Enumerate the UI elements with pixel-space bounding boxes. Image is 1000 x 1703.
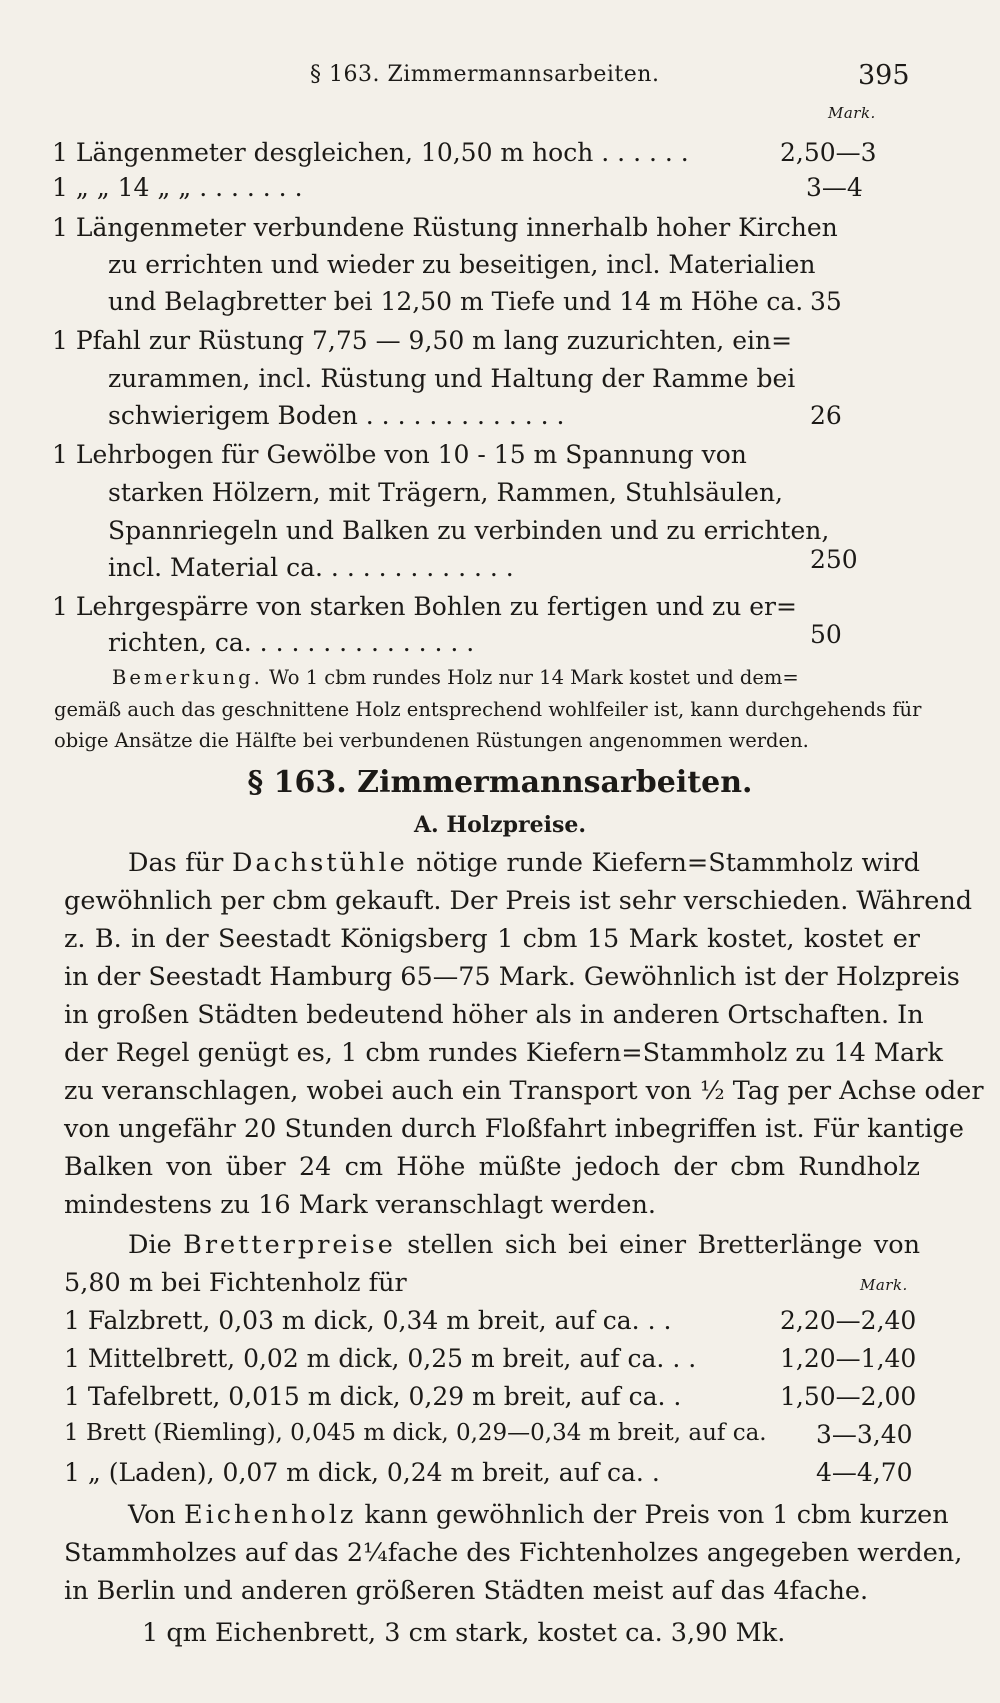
paragraph-line: Die Bretterpreise stellen sich bei einer Bretterlänge von [128, 1230, 921, 1260]
page-number: 395 [858, 60, 910, 91]
remark-text: gemäß auch das geschnittene Holz entsprechend wohlfeiler ist, kann durchgehends für [54, 698, 922, 721]
list-item-line: und Belagbretter bei 12,50 m Tiefe und 14 m Höhe ca. [108, 287, 804, 316]
remark-label: Bemerkung. [112, 666, 263, 689]
running-title: § 163. Zimmermannsarbeiten. [310, 62, 660, 87]
mark-column-label: Mark. [828, 104, 876, 122]
list-item-price: 2,20—2,40 [780, 1306, 917, 1335]
list-item-line: starken Hölzern, mit Trägern, Rammen, Stuhlsäulen, [108, 478, 783, 507]
list-item-price: 50 [810, 620, 842, 649]
list-item-line: 1 „ (Laden), 0,07 m dick, 0,24 m breit, auf ca. . [64, 1458, 660, 1487]
paragraph-line: in der Seestadt Hamburg 65—75 Mark. Gewöhnlich ist der Holzpreis [64, 962, 960, 992]
list-item-line: 1 Längenmeter verbundene Rüstung innerhalb hoher Kirchen [52, 213, 838, 242]
list-item-price: 35 [810, 287, 842, 316]
paragraph-line: der Regel genügt es, 1 cbm rundes Kiefern=Stammholz zu 14 Mark [64, 1038, 943, 1068]
paragraph-line: in Berlin und anderen größeren Städten meist auf das 4fache. [64, 1576, 869, 1606]
list-item-line: richten, ca. . . . . . . . . . . . . . . [108, 628, 475, 657]
paragraph-line: mindestens zu 16 Mark veranschlagt werden. [64, 1190, 656, 1220]
remark-text: obige Ansätze die Hälfte bei verbundenen Rüstungen angenommen werden. [54, 729, 809, 752]
paragraph-line: in großen Städten bedeutend höher als in anderen Ortschaften. In [64, 1000, 924, 1030]
paragraph-line: z. B. in der Seestadt Königsberg 1 cbm 15 Mark kostet, kostet er [64, 924, 920, 954]
list-item-line: 1 Mittelbrett, 0,02 m dick, 0,25 m breit, auf ca. . . [64, 1344, 697, 1373]
running-header [0, 62, 1000, 98]
paragraph-line: Balken von über 24 cm Höhe müßte jedoch der cbm Rundholz [64, 1152, 920, 1182]
emphasized-term: Dachstühle [231, 848, 408, 878]
mark-column-label: Mark. [860, 1276, 908, 1294]
paragraph-line: gewöhnlich per cbm gekauft. Der Preis ist sehr verschieden. Während [64, 886, 973, 916]
list-item-line: 1 Lehrbogen für Gewölbe von 10 - 15 m Spannung von [52, 440, 747, 469]
remark-text: Wo 1 cbm rundes Holz nur 14 Mark kostet und dem= [269, 666, 799, 689]
list-item-price: 2,50—3 [780, 138, 877, 167]
paragraph-line: 1 qm Eichenbrett, 3 cm stark, kostet ca. 3,90 Mk. [142, 1618, 786, 1648]
list-item-line: Spannriegeln und Balken zu verbinden und zu errichten, [108, 516, 830, 545]
paragraph-line: zu veranschlagen, wobei auch ein Transport von ½ Tag per Achse oder [64, 1076, 984, 1106]
list-item-line: 1 Brett (Riemling), 0,045 m dick, 0,29—0,34 m breit, auf ca. [64, 1420, 767, 1446]
list-item-line: incl. Material ca. . . . . . . . . . . . . [108, 553, 514, 582]
subsection-heading: A. Holzpreise. [413, 812, 587, 838]
list-item-price: 1,20—1,40 [780, 1344, 917, 1373]
list-item-price: 4—4,70 [816, 1458, 913, 1487]
list-item-line: 1 „ „ 14 „ „ . . . . . . . [52, 173, 303, 202]
list-item-price: 3—4 [806, 173, 863, 202]
list-item-line: 1 Pfahl zur Rüstung 7,75 — 9,50 m lang zuzurichten, ein= [52, 326, 793, 355]
list-item-price: 250 [810, 545, 858, 574]
list-item-line: 1 Lehrgespärre von starken Bohlen zu fertigen und zu er= [52, 592, 797, 621]
list-item-line: 1 Falzbrett, 0,03 m dick, 0,34 m breit, auf ca. . . [64, 1306, 672, 1335]
list-item-price: 26 [810, 401, 842, 430]
list-item-line: zu errichten und wieder zu beseitigen, incl. Materialien [108, 250, 816, 279]
paragraph-line: Das für Dachstühle nötige runde Kiefern=Stammholz wird [128, 848, 921, 878]
list-item-line: 1 Tafelbrett, 0,015 m dick, 0,29 m breit, auf ca. . [64, 1382, 682, 1411]
section-heading: § 163. Zimmermannsarbeiten. [247, 765, 753, 800]
list-item-line: zurammen, incl. Rüstung und Haltung der Ramme bei [108, 364, 796, 393]
list-item-line: 1 Längenmeter desgleichen, 10,50 m hoch . . . . . . [52, 138, 689, 167]
list-item-line: schwierigem Boden . . . . . . . . . . . . . [108, 401, 565, 430]
paragraph-line: Stammholzes auf das 2¼fache des Fichtenholzes angegeben werden, [64, 1538, 963, 1568]
paragraph-line: 5,80 m bei Fichtenholz für [64, 1268, 407, 1298]
list-item-price: 3—3,40 [816, 1420, 913, 1449]
emphasized-term: Eichenholz [183, 1500, 357, 1530]
paragraph-line: Von Eichenholz kann gewöhnlich der Preis von 1 cbm kurzen [128, 1500, 949, 1530]
list-item-price: 1,50—2,00 [780, 1382, 917, 1411]
paragraph-line: von ungefähr 20 Stunden durch Floßfahrt inbegriffen ist. Für kantige [64, 1114, 964, 1144]
emphasized-term: Bretterpreise [183, 1230, 396, 1260]
